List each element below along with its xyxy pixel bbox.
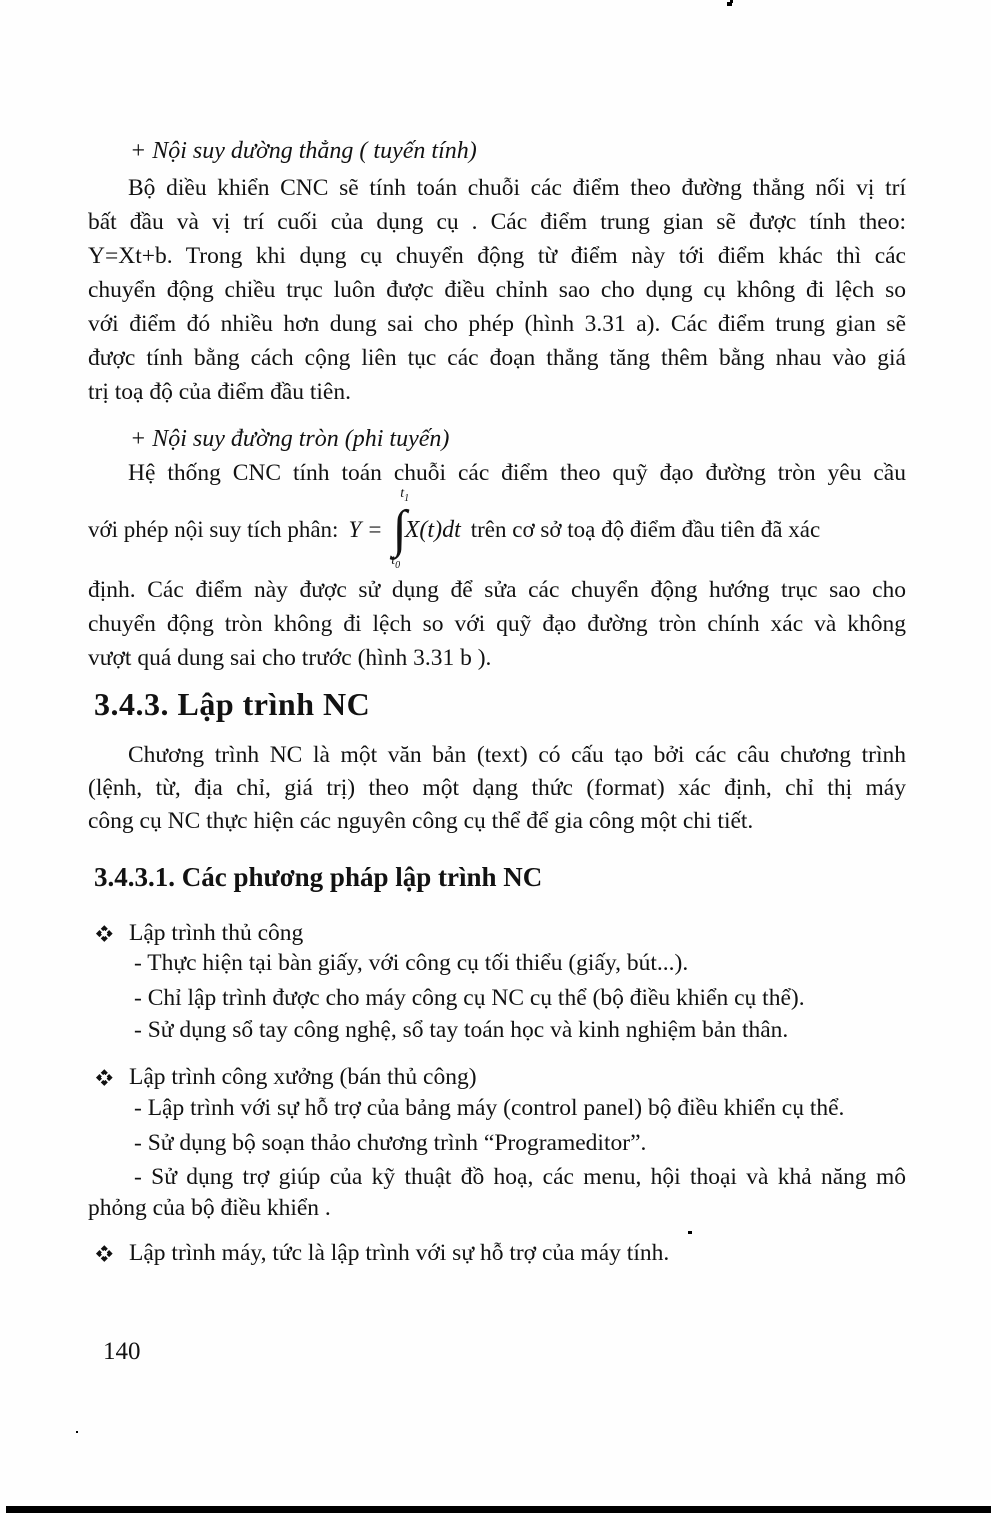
- formula-suffix-text: trên cơ sở toạ độ điểm đầu tiên đã xác: [470, 517, 821, 542]
- integrand: X(t)dt: [404, 516, 461, 543]
- dash-item: - Sử dụng bộ soạn thảo chương trình “Programeditor”.: [134, 1130, 647, 1156]
- bullet-item-manual-programming: [96, 916, 303, 950]
- paragraph-nc-program: [88, 739, 906, 838]
- dash-item-line: - Sử dụng trợ giúp của kỹ thuật đồ hoạ, các menu, hội thoại và khả năng mô: [134, 1164, 906, 1190]
- paragraph-line: công cụ NC thực hiện các nguyên công cụ thể để gia công một chi tiết.: [88, 808, 754, 834]
- integral-formula-line: [88, 486, 948, 571]
- paragraph-linear-interpolation: [88, 171, 906, 409]
- paragraph-line: Chương trình NC là một văn bản (text) có cấu tạo bởi các câu chương trình: [128, 742, 906, 768]
- paragraph-circular-body: [88, 573, 906, 675]
- bullet-item-computer-programming: [96, 1236, 669, 1270]
- bullet-label: Lập trình thủ công: [129, 920, 304, 946]
- dash-item: - Chỉ lập trình được cho máy công cụ NC cụ thể (bộ điều khiển cụ thể).: [134, 985, 805, 1011]
- section-heading-343: 3.4.3. Lập trình NC: [94, 686, 371, 722]
- paragraph-line: chuyển động tròn không đi lệch so với quỹ đạo đường tròn chính xác và không: [88, 611, 906, 637]
- paragraph-line: với điểm đó nhiều hơn dung sai cho phép (hình 3.31 a). Các điểm trung gian sẽ: [88, 311, 906, 337]
- italic-subheading-circular-interpolation: + Nội suy đường tròn (phi tuyến): [130, 426, 450, 452]
- scan-speck: [730, 0, 733, 3]
- diamond-bullet-icon: [96, 1069, 112, 1085]
- paragraph-line: được tính bằng cách cộng liên tục các đoạn thẳng tăng thêm bằng nhau vào giá: [88, 345, 906, 371]
- paragraph-line: vượt quá dung sai cho trước (hình 3.31 b ).: [88, 645, 492, 671]
- bullet-label: Lập trình công xưởng (bán thủ công): [129, 1064, 477, 1090]
- integral-sign: ∫: [392, 501, 407, 558]
- paragraph-line: Y=Xt+b. Trong khi dụng cụ chuyển động từ điểm này tới điểm khác thì các: [88, 243, 906, 269]
- paragraph-line: định. Các điểm này được sử dụng để sửa các chuyển động hướng trục sao cho: [88, 577, 906, 603]
- paragraph-line: bất đầu và vị trí cuối của dụng cụ . Các điểm trung gian sẽ được tính theo:: [88, 209, 906, 235]
- dash-item-wrap-continuation: [88, 1191, 906, 1225]
- dash-item-wrapped: [88, 1160, 906, 1194]
- paragraph-line: chuyển động chiều trục luôn được điều chỉnh sao cho dụng cụ không đi lệch so: [88, 277, 906, 303]
- paragraph-circular-intro: [88, 456, 906, 490]
- italic-subheading-linear-interpolation: + Nội suy dường thẳng ( tuyến tính): [130, 138, 477, 164]
- integral-lower-limit: $t_0$: [391, 553, 401, 571]
- bullet-item-shopfloor-programming: [96, 1060, 477, 1094]
- bullet-label: Lập trình máy, tức là lập trình với sự hỗ trợ của máy tính.: [129, 1240, 670, 1266]
- diamond-bullet-icon: [96, 1245, 112, 1261]
- scan-speck: [76, 1431, 78, 1433]
- dash-item: - Lập trình với sự hỗ trợ của bảng máy (control panel) bộ điều khiển cụ thể.: [134, 1095, 845, 1121]
- dash-item: - Thực hiện tại bàn giấy, với công cụ tối thiểu (giấy, bút...).: [134, 950, 689, 976]
- integral-expression: [393, 487, 461, 573]
- page-number: 140: [103, 1338, 141, 1365]
- paragraph-line: trị toạ độ của điểm đầu tiên.: [88, 379, 351, 405]
- formula-lhs: Y =: [348, 517, 383, 542]
- section-heading-3431: 3.4.3.1. Các phương pháp lập trình NC: [94, 862, 543, 892]
- paragraph-line: (lệnh, từ, địa chỉ, giá trị) theo một dạng thức (format) xác định, chỉ thị máy: [88, 775, 906, 801]
- dash-item: - Sử dụng sổ tay công nghệ, sổ tay toán học và kinh nghiệm bản thân.: [134, 1017, 789, 1043]
- dash-item-line: phỏng của bộ điều khiển .: [88, 1195, 331, 1221]
- paragraph-line: Hệ thống CNC tính toán chuỗi các điểm theo quỹ đạo đường tròn yêu cầu: [128, 460, 906, 486]
- paragraph-line: Bộ diều khiển CNC sẽ tính toán chuỗi các điểm theo đường thẳng nối vị trí: [128, 175, 906, 201]
- formula-prefix-text: với phép nội suy tích phân:: [88, 517, 339, 542]
- bottom-scan-edge-bar: [6, 1506, 991, 1513]
- integral-upper-limit: $t_1$: [400, 486, 410, 504]
- scan-speck: [688, 1231, 692, 1234]
- diamond-bullet-icon: [96, 925, 112, 941]
